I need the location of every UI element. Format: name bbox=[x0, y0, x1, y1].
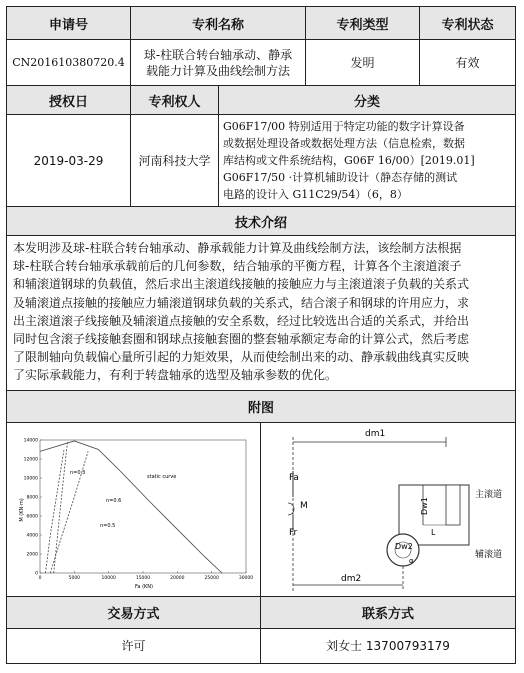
contact-info: 刘女士 13700793179 bbox=[326, 639, 450, 653]
patent-name-header: 专利名称 bbox=[131, 7, 306, 39]
patent-status-header: 专利状态 bbox=[441, 17, 494, 33]
aux-race-label: 辅滚道 bbox=[475, 549, 503, 560]
y-tick-label: 14000 bbox=[23, 438, 38, 443]
dw1-label: Dw1 bbox=[420, 496, 429, 515]
abstract-line: 及辅滚道点接触的接触应力辅滚道钢球负载的关系式，结合滚子和钢球的许用应力，求 bbox=[13, 295, 470, 310]
abstract-line: 了限制轴向负载偏心量所引起的力矩效果，从而使绘制出来的动、静承载曲线真实反映 bbox=[13, 350, 470, 365]
footer-value-row bbox=[7, 629, 515, 663]
class-line: 电路的设计入 G11C29/54）（6，8） bbox=[223, 188, 408, 201]
series-line-n-0-6 bbox=[45, 449, 64, 573]
x-tick-label: 20000 bbox=[169, 575, 184, 581]
tech-intro-body bbox=[7, 236, 515, 391]
patent-info-sheet bbox=[6, 6, 516, 664]
trade-header: 交易方式 bbox=[7, 597, 261, 628]
patent-status: 有效 bbox=[455, 55, 480, 70]
abstract-line: 球-柱联合转台轴承承载前后的几何参数，结合轴承的平衡方程，计算各个主滚道滚子 bbox=[13, 259, 462, 274]
main-roller bbox=[446, 485, 460, 525]
classification-header: 分类 bbox=[353, 94, 380, 110]
dm1-label: dm1 bbox=[365, 428, 386, 439]
patent-type-header: 专利类型 bbox=[306, 7, 420, 39]
abstract-line: 了实际承载能力，有利于转盘轴承的选型及轴承参数的优化。 bbox=[13, 368, 338, 383]
figure-header-row bbox=[7, 391, 515, 423]
class-line: G06F17/50 ·计算机辅助设计（静态存储的测试 bbox=[223, 171, 458, 184]
dm2-label: dm2 bbox=[341, 573, 362, 584]
header-row-2 bbox=[7, 86, 515, 115]
owner-header: 专利权人 bbox=[131, 86, 219, 114]
y-tick-label: 0 bbox=[34, 571, 38, 576]
class-line: 或数据处理设备或数据处理方法（信息检索，数据 bbox=[223, 137, 465, 150]
grant-value-row bbox=[7, 115, 515, 207]
figure-title: 附图 bbox=[247, 401, 274, 416]
label-n06: n=0.6 bbox=[105, 497, 121, 504]
patent-type: 发明 bbox=[306, 40, 420, 85]
main-race-label: 主滚道 bbox=[475, 489, 503, 500]
fa-label: Fa bbox=[289, 472, 299, 483]
alpha-label: α bbox=[409, 556, 414, 565]
grant-date-header: 授权日 bbox=[7, 86, 131, 114]
x-tick-label: 10000 bbox=[101, 575, 116, 581]
y-tick-label: 2000 bbox=[26, 552, 38, 557]
app-no-header: 申请号 bbox=[7, 7, 131, 39]
patent-name bbox=[131, 40, 306, 85]
abstract-line: 本发明涉及球-柱联合转台轴承动、静承载能力计算及曲线绘制方法，该绘制方法根据 bbox=[13, 241, 462, 255]
trade-method: 许可 bbox=[7, 629, 261, 663]
x-tick-label: 30000 bbox=[238, 575, 253, 581]
x-tick-label: 15000 bbox=[135, 575, 150, 581]
fr-label: Fr bbox=[289, 527, 298, 538]
y-tick-label: 8000 bbox=[26, 495, 38, 500]
series-line-static-curve bbox=[40, 440, 222, 572]
patent-value-row bbox=[7, 40, 515, 86]
patent-name-line-2: 载能力计算及曲线绘制方法 bbox=[145, 63, 290, 78]
tech-intro-title: 技术介绍 bbox=[234, 215, 287, 231]
classification-text bbox=[219, 115, 515, 206]
figure-row bbox=[7, 423, 515, 597]
y-tick-label: 4000 bbox=[26, 533, 38, 538]
abstract-line: 和辅滚道钢球的负载值，然后求出主滚道线接触的接触应力与主滚道滚子负载的关系式 bbox=[13, 277, 470, 292]
chart-xlabel: Fa (KN) bbox=[134, 583, 153, 590]
grant-date: 2019-03-29 bbox=[7, 115, 131, 206]
abstract-line: 出主滚道滚子线接触及辅滚道点接触的安全系数，经过比较选出合适的关系式，并给出 bbox=[13, 313, 470, 328]
l-label: L bbox=[431, 527, 436, 537]
y-tick-label: 6000 bbox=[26, 514, 38, 519]
x-tick-label: 25000 bbox=[204, 575, 219, 581]
m-label: M bbox=[300, 500, 308, 511]
patent-owner: 河南科技大学 bbox=[131, 115, 219, 206]
x-tick-label: 5000 bbox=[68, 575, 80, 581]
chart-cell bbox=[7, 423, 261, 596]
tech-intro-header-row bbox=[7, 207, 515, 236]
application-number: CN201610380720.4 bbox=[7, 40, 131, 85]
chart-frame bbox=[40, 440, 246, 573]
load-capacity-chart bbox=[14, 430, 254, 590]
class-line: G06F17/00 特别适用于特定功能的数字计算设备 bbox=[223, 120, 465, 133]
header-row-1 bbox=[7, 7, 515, 40]
patent-name-line-1: 球-柱联合转台轴承动、静承 bbox=[143, 47, 293, 62]
y-tick-label: 12000 bbox=[23, 457, 38, 462]
footer-header-row bbox=[7, 597, 515, 629]
class-line: 库结构或文件系统结构，G06F 16/00）[2019.01] bbox=[223, 154, 475, 167]
diagram-cell bbox=[261, 423, 515, 596]
label-n05: n=0.5 bbox=[99, 522, 115, 529]
dw2-label: Dw2 bbox=[395, 541, 413, 551]
bearing-diagram bbox=[263, 425, 513, 595]
y-tick-label: 10000 bbox=[23, 476, 38, 481]
label-static: static curve bbox=[146, 473, 176, 480]
series-line-n-0-3 bbox=[53, 441, 67, 572]
abstract-line: 同时包含滚子线接触套圈和钢球点接触套圈的整套轴承额定寿命的计算公式，然后考虑 bbox=[13, 332, 470, 347]
chart-ylabel: M (KN·m) bbox=[18, 497, 25, 522]
abstract-text bbox=[13, 239, 509, 385]
contact-header: 联系方式 bbox=[361, 607, 414, 622]
x-tick-label: 0 bbox=[38, 575, 41, 581]
label-n03: n=0.3 bbox=[69, 469, 85, 476]
